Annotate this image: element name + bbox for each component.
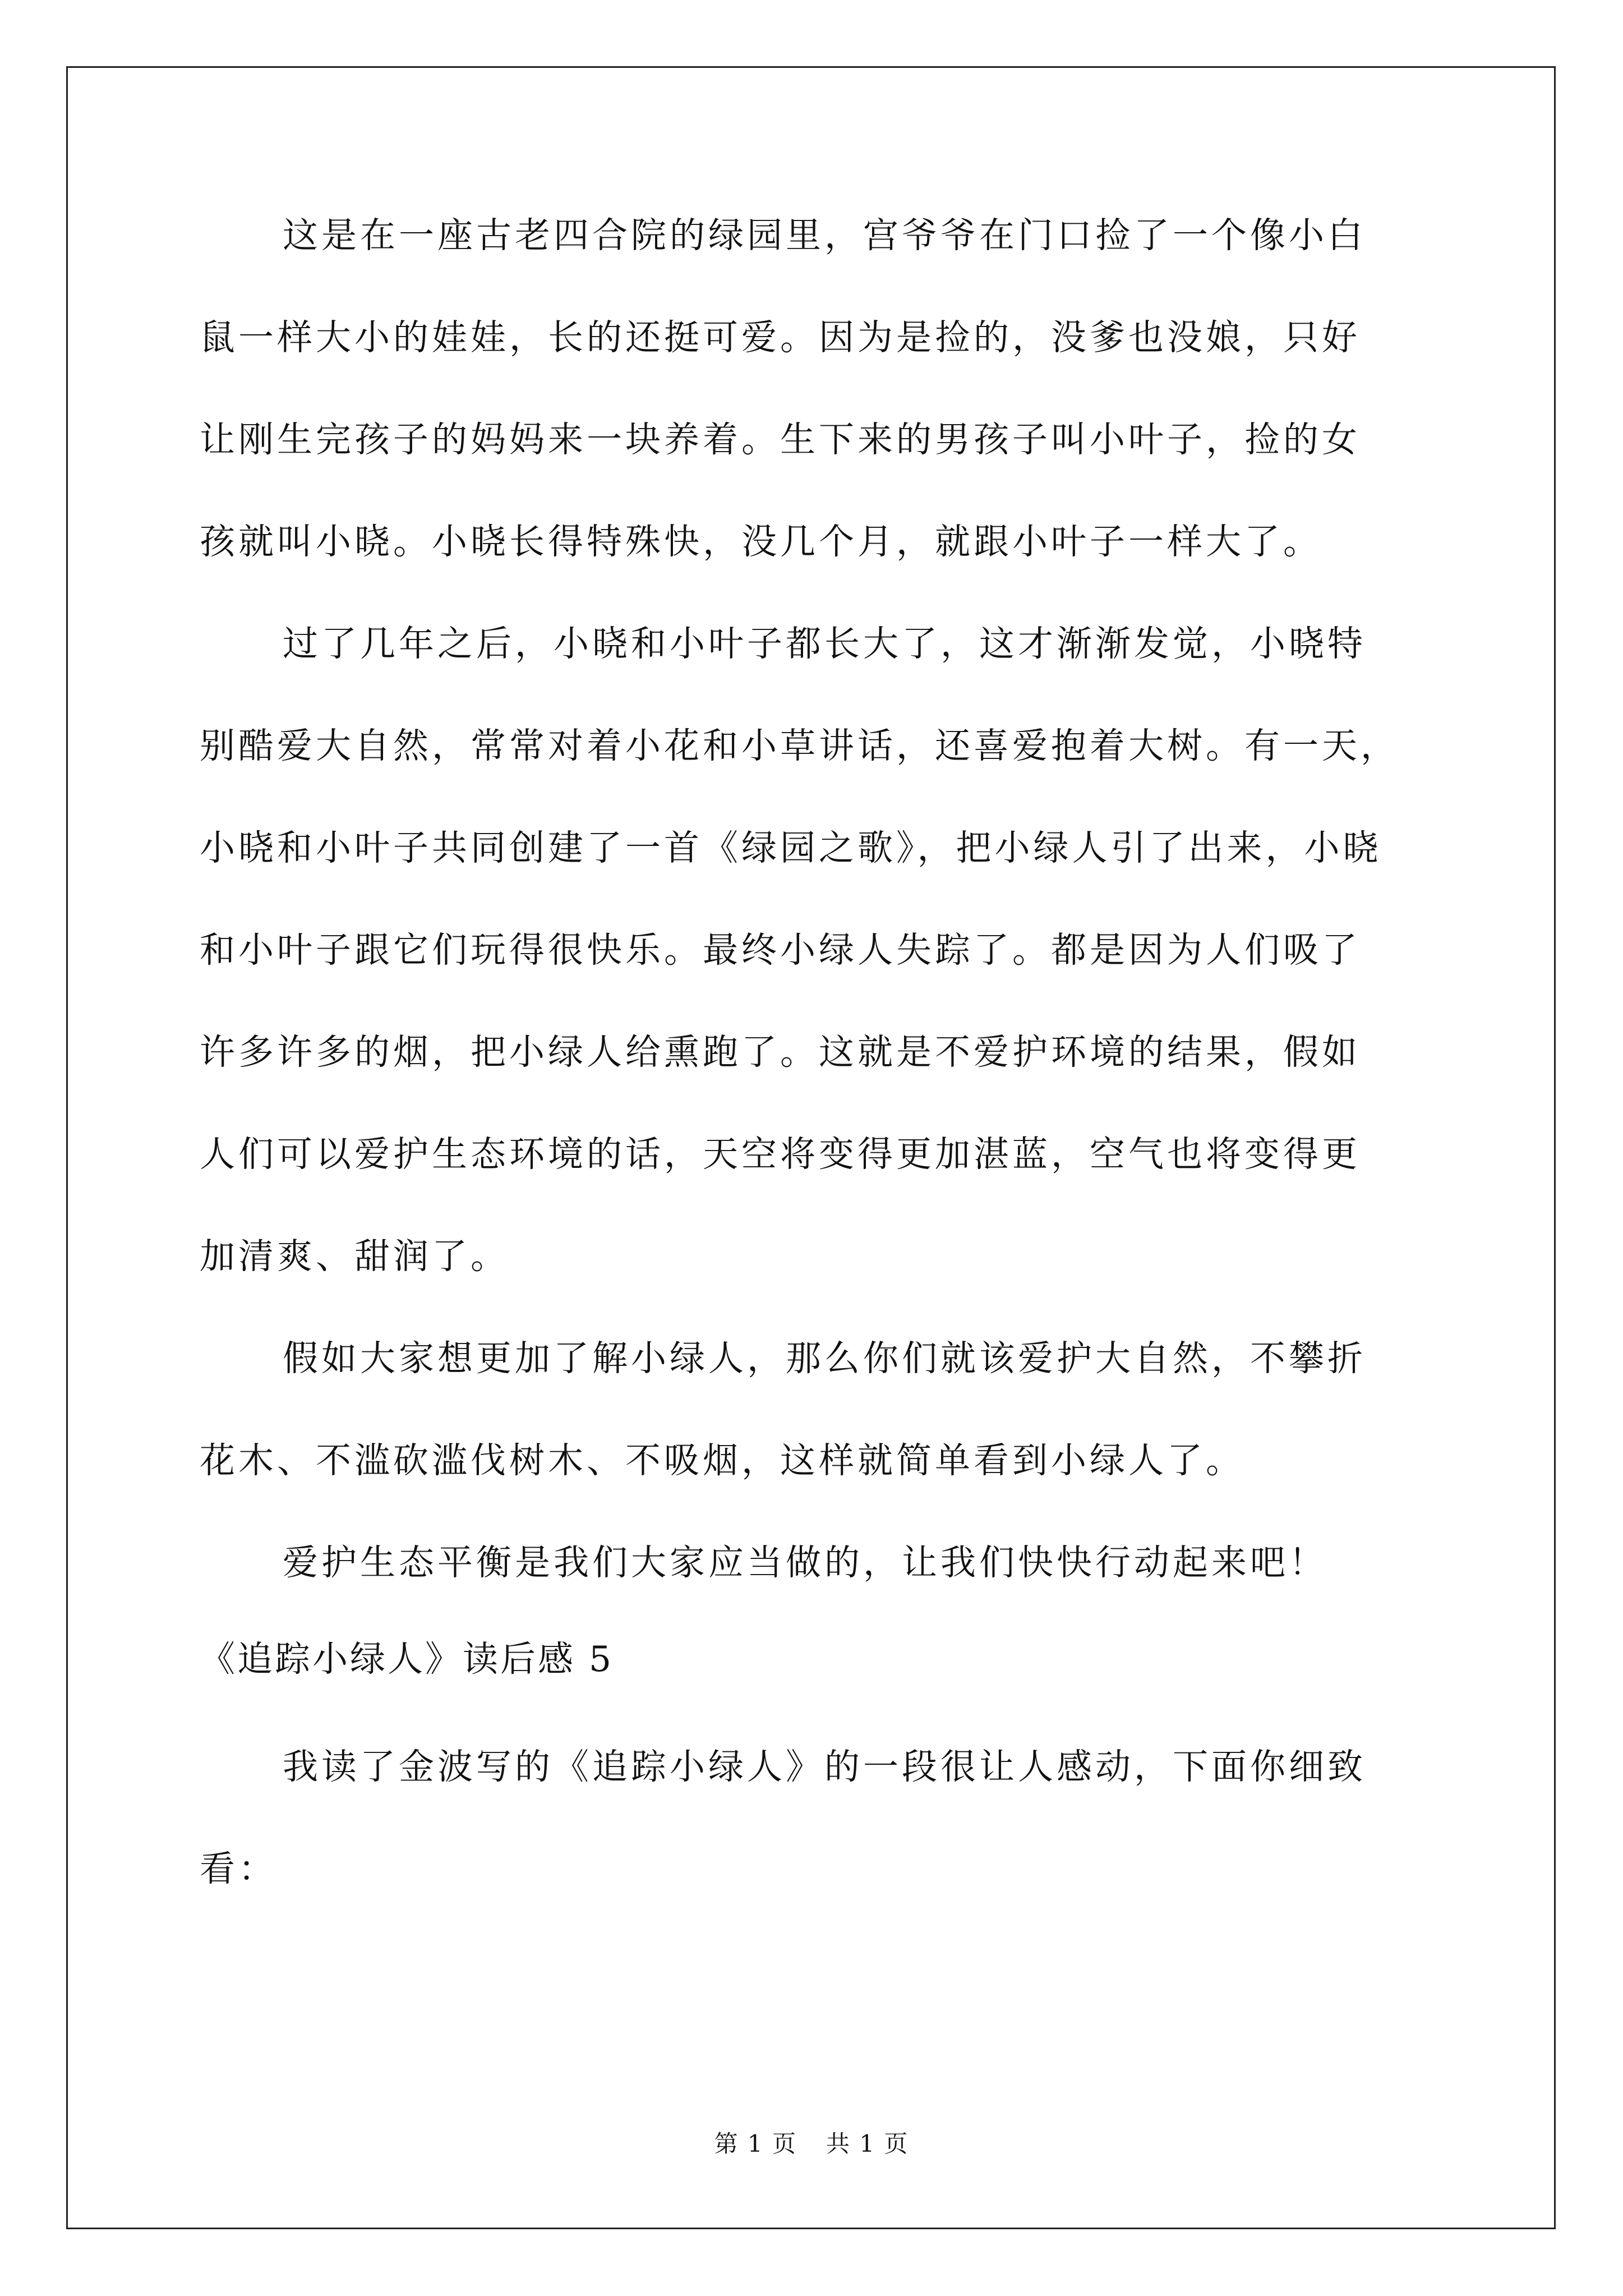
page-number-total: 共 1 页	[826, 2130, 909, 2157]
paragraph-line: 加清爽、甜润了。	[200, 1236, 509, 1277]
paragraph-line: 我读了金波写的《追踪小绿人》的一段很让人感动，下面你细致	[283, 1746, 1366, 1787]
paragraph-line: 看：	[200, 1848, 277, 1889]
paragraph-line: 过了几年之后，小晓和小叶子都长大了，这才渐渐发觉，小晓特	[283, 623, 1366, 664]
paragraph-line: 别酷爱大自然，常常对着小花和小草讲话，还喜爱抱着大树。有一天，	[200, 725, 1399, 766]
paragraph-line: 爱护生态平衡是我们大家应当做的，让我们快快行动起来吧！	[283, 1542, 1327, 1583]
paragraph-line: 孩就叫小晓。小晓长得特殊快，没几个月，就跟小叶子一样大了。	[200, 521, 1322, 562]
section-heading: 《追踪小绿人》读后感 5	[200, 1639, 614, 1680]
paragraph-line: 人们可以爱护生态环境的话，天空将变得更加湛蓝，空气也将变得更	[200, 1134, 1361, 1175]
paragraph-line: 这是在一座古老四合院的绿园里，宫爷爷在门口捡了一个像小白	[283, 215, 1366, 256]
paragraph-line: 和小叶子跟它们玩得很快乐。最终小绿人失踪了。都是因为人们吸了	[200, 930, 1361, 970]
paragraph-line: 鼠一样大小的娃娃，长的还挺可爱。因为是捡的，没爹也没娘，只好	[200, 317, 1361, 358]
page-footer	[0, 2128, 1623, 2160]
paragraph-line: 花木、不滥砍滥伐树木、不吸烟，这样就简单看到小绿人了。	[200, 1440, 1244, 1481]
paragraph-line: 假如大家想更加了解小绿人，那么你们就该爱护大自然，不攀折	[283, 1338, 1366, 1379]
page-number-current: 第 1 页	[714, 2130, 797, 2157]
paragraph-line: 小晓和小叶子共同创建了一首《绿园之歌》，把小绿人引了出来，小晓	[200, 827, 1382, 868]
paragraph-line: 许多许多的烟，把小绿人给熏跑了。这就是不爱护环境的结果，假如	[200, 1032, 1361, 1073]
paragraph-line: 让刚生完孩子的妈妈来一块养着。生下来的男孩子叫小叶子，捡的女	[200, 419, 1361, 460]
